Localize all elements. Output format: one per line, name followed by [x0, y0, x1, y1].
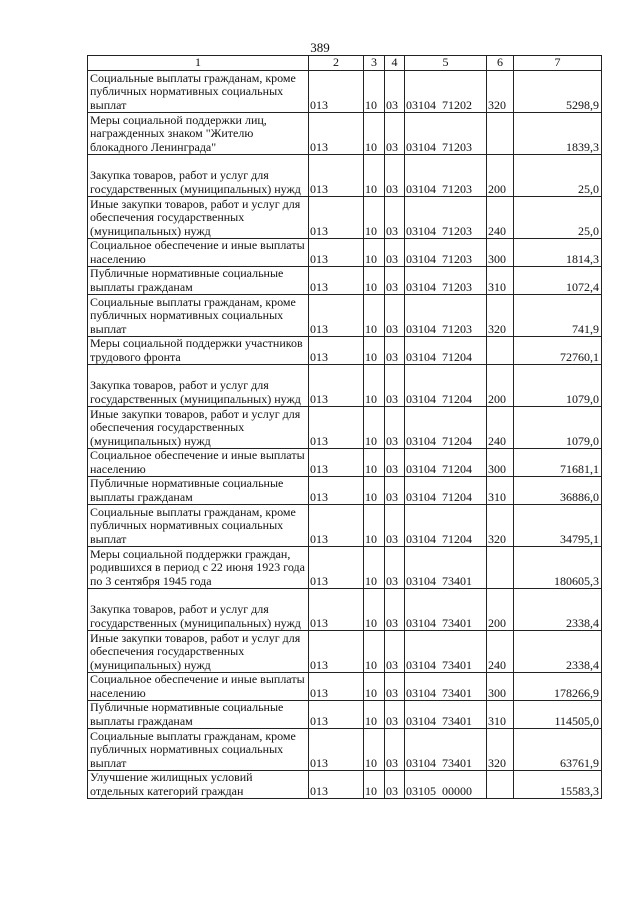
row-expense-type: 300 [487, 239, 514, 267]
row-subsection: 03 [385, 407, 405, 449]
budget-table [87, 55, 602, 799]
header-col-3: 3 [364, 56, 385, 71]
row-ministry-code: 013 [309, 701, 364, 729]
row-section: 10 [364, 295, 385, 337]
row-subsection: 03 [385, 197, 405, 239]
row-expense-type: 240 [487, 407, 514, 449]
row-section: 10 [364, 365, 385, 407]
row-amount: 25,0 [514, 155, 602, 197]
header-row [88, 56, 602, 71]
row-amount: 741,9 [514, 295, 602, 337]
row-subsection: 03 [385, 771, 405, 799]
row-amount: 25,0 [514, 197, 602, 239]
row-amount: 1079,0 [514, 365, 602, 407]
row-ministry-code: 013 [309, 477, 364, 505]
row-ministry-code: 013 [309, 155, 364, 197]
row-ministry-code: 013 [309, 71, 364, 113]
row-subsection: 03 [385, 589, 405, 631]
header-col-1: 1 [88, 56, 309, 71]
row-expense-type: 200 [487, 365, 514, 407]
row-ministry-code: 013 [309, 631, 364, 673]
row-name: Публичные нормативные социальные выплаты гражданам [88, 701, 309, 729]
row-target-article: 03104 71204 [405, 505, 487, 547]
row-ministry-code: 013 [309, 589, 364, 631]
row-name: Социальные выплаты гражданам, кроме публичных нормативных социальных выплат [88, 71, 309, 113]
table-row [88, 295, 602, 337]
row-name: Публичные нормативные социальные выплаты гражданам [88, 267, 309, 295]
row-ministry-code: 013 [309, 197, 364, 239]
row-expense-type: 200 [487, 589, 514, 631]
row-name: Закупка товаров, работ и услуг для государственных (муниципальных) нужд [88, 155, 309, 197]
row-name: Закупка товаров, работ и услуг для государственных (муниципальных) нужд [88, 589, 309, 631]
row-section: 10 [364, 589, 385, 631]
row-subsection: 03 [385, 337, 405, 365]
row-section: 10 [364, 729, 385, 771]
row-expense-type: 320 [487, 295, 514, 337]
row-subsection: 03 [385, 365, 405, 407]
row-subsection: 03 [385, 673, 405, 701]
row-ministry-code: 013 [309, 505, 364, 547]
table-row [88, 589, 602, 631]
table-row [88, 631, 602, 673]
row-ministry-code: 013 [309, 771, 364, 799]
row-name: Социальное обеспечение и иные выплаты населению [88, 673, 309, 701]
table-row [88, 701, 602, 729]
row-section: 10 [364, 337, 385, 365]
row-ministry-code: 013 [309, 547, 364, 589]
row-amount: 180605,3 [514, 547, 602, 589]
row-target-article: 03104 73401 [405, 701, 487, 729]
row-section: 10 [364, 155, 385, 197]
header-col-2: 2 [309, 56, 364, 71]
row-ministry-code: 013 [309, 365, 364, 407]
row-section: 10 [364, 477, 385, 505]
table-row [88, 505, 602, 547]
row-target-article: 03104 73401 [405, 631, 487, 673]
row-section: 10 [364, 267, 385, 295]
row-amount: 2338,4 [514, 589, 602, 631]
row-name: Закупка товаров, работ и услуг для государственных (муниципальных) нужд [88, 365, 309, 407]
row-subsection: 03 [385, 547, 405, 589]
row-amount: 36886,0 [514, 477, 602, 505]
row-section: 10 [364, 449, 385, 477]
table-row [88, 729, 602, 771]
row-target-article: 03105 00000 [405, 771, 487, 799]
row-name: Социальные выплаты гражданам, кроме публичных нормативных социальных выплат [88, 295, 309, 337]
row-expense-type [487, 113, 514, 155]
row-name: Социальные выплаты гражданам, кроме публичных нормативных социальных выплат [88, 505, 309, 547]
row-section: 10 [364, 113, 385, 155]
row-section: 10 [364, 197, 385, 239]
row-subsection: 03 [385, 295, 405, 337]
row-subsection: 03 [385, 71, 405, 113]
row-name: Иные закупки товаров, работ и услуг для обеспечения государственных (муниципальных) нужд [88, 631, 309, 673]
row-subsection: 03 [385, 239, 405, 267]
row-ministry-code: 013 [309, 239, 364, 267]
row-ministry-code: 013 [309, 673, 364, 701]
table-row [88, 449, 602, 477]
row-subsection: 03 [385, 701, 405, 729]
row-target-article: 03104 71204 [405, 477, 487, 505]
page-number: 389 [310, 40, 330, 55]
table-row [88, 155, 602, 197]
row-expense-type: 320 [487, 71, 514, 113]
table-row [88, 239, 602, 267]
row-subsection: 03 [385, 267, 405, 295]
header-col-7: 7 [514, 56, 602, 71]
row-ministry-code: 013 [309, 337, 364, 365]
row-name: Меры социальной поддержки лиц, награжденных знаком "Жителю блокадного Ленинграда" [88, 113, 309, 155]
row-name: Социальные выплаты гражданам, кроме публичных нормативных социальных выплат [88, 729, 309, 771]
row-expense-type [487, 337, 514, 365]
row-expense-type [487, 547, 514, 589]
row-expense-type: 310 [487, 701, 514, 729]
row-expense-type [487, 771, 514, 799]
row-amount: 1079,0 [514, 407, 602, 449]
row-expense-type: 300 [487, 449, 514, 477]
row-target-article: 03104 73401 [405, 673, 487, 701]
row-subsection: 03 [385, 729, 405, 771]
row-amount: 15583,3 [514, 771, 602, 799]
table-row [88, 71, 602, 113]
row-section: 10 [364, 239, 385, 267]
row-target-article: 03104 71203 [405, 295, 487, 337]
table-row [88, 337, 602, 365]
row-expense-type: 240 [487, 197, 514, 239]
row-subsection: 03 [385, 113, 405, 155]
table-row [88, 771, 602, 799]
row-subsection: 03 [385, 449, 405, 477]
row-expense-type: 300 [487, 673, 514, 701]
row-name: Публичные нормативные социальные выплаты гражданам [88, 477, 309, 505]
row-expense-type: 200 [487, 155, 514, 197]
row-amount: 71681,1 [514, 449, 602, 477]
table-row [88, 197, 602, 239]
table-row [88, 477, 602, 505]
row-expense-type: 310 [487, 267, 514, 295]
row-amount: 2338,4 [514, 631, 602, 673]
row-section: 10 [364, 505, 385, 547]
row-amount: 34795,1 [514, 505, 602, 547]
row-subsection: 03 [385, 155, 405, 197]
row-name: Иные закупки товаров, работ и услуг для обеспечения государственных (муниципальных) нужд [88, 197, 309, 239]
row-target-article: 03104 71203 [405, 267, 487, 295]
row-amount: 1839,3 [514, 113, 602, 155]
row-name: Социальное обеспечение и иные выплаты населению [88, 239, 309, 267]
row-expense-type: 310 [487, 477, 514, 505]
row-target-article: 03104 73401 [405, 589, 487, 631]
row-name: Социальное обеспечение и иные выплаты населению [88, 449, 309, 477]
row-subsection: 03 [385, 477, 405, 505]
row-expense-type: 240 [487, 631, 514, 673]
row-amount: 63761,9 [514, 729, 602, 771]
header-col-4: 4 [385, 56, 405, 71]
row-target-article: 03104 71203 [405, 239, 487, 267]
row-target-article: 03104 73401 [405, 729, 487, 771]
row-section: 10 [364, 71, 385, 113]
table-row [88, 673, 602, 701]
row-target-article: 03104 71202 [405, 71, 487, 113]
row-ministry-code: 013 [309, 407, 364, 449]
row-section: 10 [364, 407, 385, 449]
row-name: Иные закупки товаров, работ и услуг для обеспечения государственных (муниципальных) нужд [88, 407, 309, 449]
row-target-article: 03104 71204 [405, 407, 487, 449]
row-section: 10 [364, 547, 385, 589]
row-ministry-code: 013 [309, 295, 364, 337]
row-subsection: 03 [385, 631, 405, 673]
row-name: Улучшение жилищных условий отдельных категорий граждан [88, 771, 309, 799]
row-name: Меры социальной поддержки граждан, родившихся в период с 22 июня 1923 года по 3 сентября 1945 года [88, 547, 309, 589]
table-row [88, 113, 602, 155]
row-ministry-code: 013 [309, 113, 364, 155]
header-col-5: 5 [405, 56, 487, 71]
row-section: 10 [364, 701, 385, 729]
row-subsection: 03 [385, 505, 405, 547]
row-amount: 72760,1 [514, 337, 602, 365]
row-target-article: 03104 71203 [405, 155, 487, 197]
row-amount: 178266,9 [514, 673, 602, 701]
row-expense-type: 320 [487, 729, 514, 771]
row-ministry-code: 013 [309, 267, 364, 295]
row-ministry-code: 013 [309, 729, 364, 771]
row-target-article: 03104 71203 [405, 113, 487, 155]
row-section: 10 [364, 673, 385, 701]
row-target-article: 03104 71203 [405, 197, 487, 239]
row-name: Меры социальной поддержки участников трудового фронта [88, 337, 309, 365]
row-section: 10 [364, 771, 385, 799]
row-amount: 5298,9 [514, 71, 602, 113]
row-section: 10 [364, 631, 385, 673]
row-amount: 1072,4 [514, 267, 602, 295]
row-target-article: 03104 71204 [405, 337, 487, 365]
table-row [88, 267, 602, 295]
row-target-article: 03104 71204 [405, 365, 487, 407]
table-row [88, 365, 602, 407]
row-target-article: 03104 73401 [405, 547, 487, 589]
row-ministry-code: 013 [309, 449, 364, 477]
row-expense-type: 320 [487, 505, 514, 547]
row-target-article: 03104 71204 [405, 449, 487, 477]
header-col-6: 6 [487, 56, 514, 71]
row-amount: 1814,3 [514, 239, 602, 267]
table-row [88, 547, 602, 589]
table-row [88, 407, 602, 449]
row-amount: 114505,0 [514, 701, 602, 729]
